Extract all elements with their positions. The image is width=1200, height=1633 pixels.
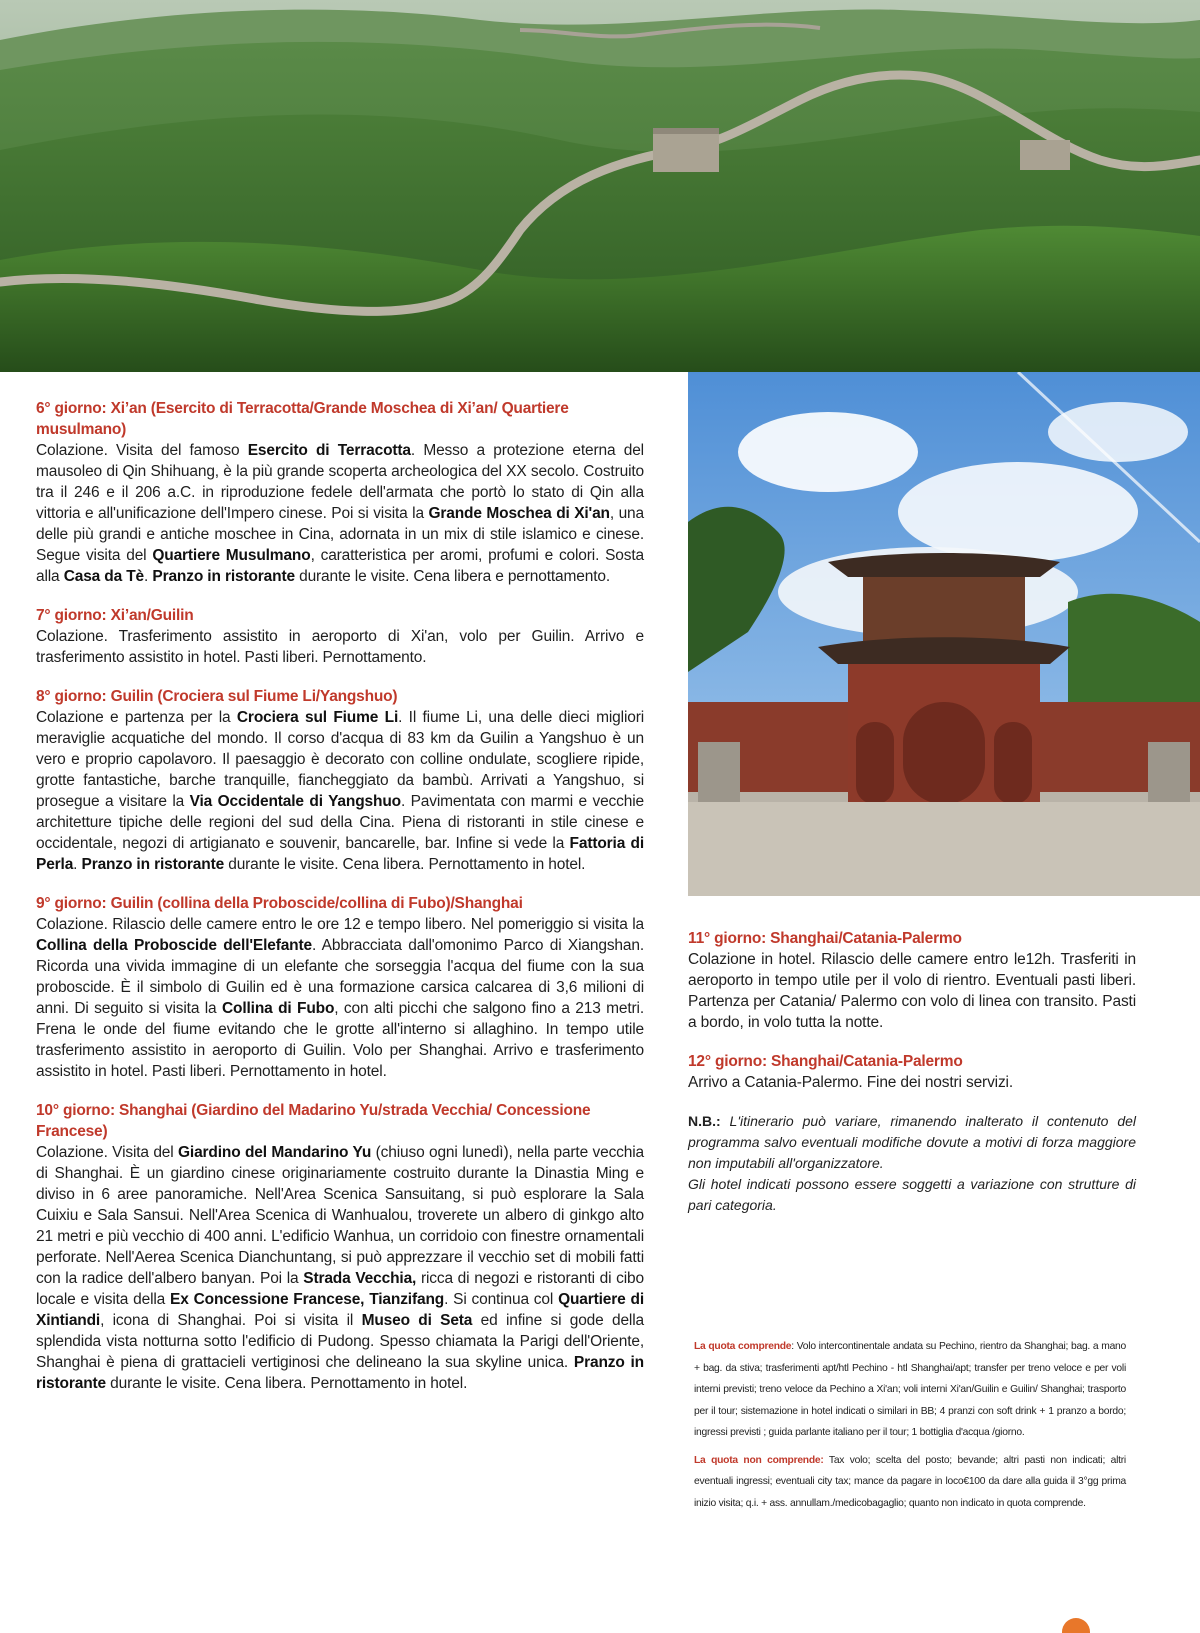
- nb-text-2: Gli hotel indicati possono essere soggetti a variazione con strutture di pari categoria.: [688, 1176, 1136, 1213]
- body-text: . Abbracciata dall'omonimo Parco di Xiangshan. Ricorda una vivida immagine di un elefante che sorseggia l'acqua del fiume con la sua proboscide. È il simbolo di Guilin ed è una formazione carsica calcarea di 3,6 milioni di anni. Di seguito si visita la: [36, 937, 644, 1017]
- watchtower: [653, 132, 719, 172]
- day-title: 9° giorno: Guilin (collina della Proboscide/collina di Fubo)/Shanghai: [36, 895, 523, 912]
- body-text: . Messo a protezione eterna del mausoleo di Qin Shihuang, è la più grande scoperta archeologica del XX secolo. Costruito tra il 246 e il 206 a.C. in riproduzione fedele dell'armata che portò lo stato di Qin alla vittoria e all'unificazione dell'Impero cinese. Poi si visita la: [36, 442, 644, 522]
- highlight-text: Grande Moschea di Xi'an: [428, 505, 610, 522]
- great-wall-illustration: [0, 0, 1200, 372]
- highlight-text: Fattoria di Perla: [36, 835, 644, 873]
- day-description: [688, 1072, 1136, 1093]
- body-text: Colazione. Visita del: [36, 1144, 179, 1161]
- quota-info: [694, 1336, 1126, 1520]
- day-description: [688, 949, 1136, 1033]
- itinerary-left-column: [36, 398, 644, 1412]
- highlight-text: Collina di Fubo: [221, 1000, 335, 1017]
- day-description: [36, 707, 644, 875]
- day-title: 12° giorno: Shanghai/Catania-Palermo: [688, 1053, 963, 1070]
- body-text: ricca di negozi e ristoranti di cibo locale e visita della: [36, 1270, 644, 1308]
- highlight-text: Pranzo in ristorante: [152, 568, 295, 585]
- body-text: Colazione. Rilascio delle camere entro le ore 12 e tempo libero. Nel pomeriggio si visita la: [36, 916, 644, 933]
- highlight-text: Quartiere di Xintiandi: [36, 1291, 644, 1329]
- day-title: 8° giorno: Guilin (Crociera sul Fiume Li/Yangshuo): [36, 688, 398, 705]
- quota-non-comprende-label: La quota non comprende:: [694, 1454, 824, 1466]
- body-text: ed infine si gode della splendida vista notturna sotto l'edificio di Pudong. Spesso chiamata la Parigi dell'Oriente, Shanghai è piena di grattacieli vertiginosi che delineano la sua skyline unica.: [36, 1312, 644, 1371]
- day-11: [688, 928, 1136, 1033]
- day-10: [36, 1100, 644, 1394]
- itinerary-right-column: [688, 928, 1136, 1216]
- quota-comprende-text: : Volo intercontinentale andata su Pechino, rientro da Shanghai; bag. a mano + bag. da stiva; trasferimenti apt/htl Pechino - htl Shanghai/apt; transfer per treno veloce e per voli interni previsti; treno veloce da Pechino a Xi'an; voli interni Xi'an/Guilin e Guilin/ Shanghai; trasporto per il tour; sistemazione in hotel indicati o similari in BB; 4 pranzi con soft drink + 1 pranzo a bordo; ingressi previsti ; guida parlante italiano per il tour; 1 bottiglia d'acqua /giorno.: [694, 1341, 1126, 1438]
- nb-label: N.B.:: [688, 1113, 721, 1129]
- day-title: 10° giorno: Shanghai (Giardino del Madarino Yu/strada Vecchia/ Concessione Francese): [36, 1102, 591, 1140]
- highlight-text: Via Occidentale di Yangshuo: [189, 793, 401, 810]
- day-7: [36, 605, 644, 668]
- day-description: [36, 1142, 644, 1394]
- day-title: 6° giorno: Xi’an (Esercito di Terracotta/Grande Moschea di Xi’an/ Quartiere musulmano): [36, 400, 569, 438]
- quota-comprende: [694, 1336, 1126, 1444]
- nb-note: [688, 1111, 1136, 1216]
- day-9: [36, 893, 644, 1082]
- quota-non-comprende: [694, 1450, 1126, 1515]
- body-text: , con alti picchi che salgono fino a 213 metri. Frena le onde del fiume evitando che le grotte all'interno si allaghino. In tempo utile trasferimento assistito in aeroporto di Guilin. Volo per Shanghai. Arrivo e trasferimento assistito in hotel. Pasti liberi. Pernottamento in hotel.: [36, 1000, 644, 1080]
- highlight-text: Esercito di Terracotta: [247, 442, 411, 459]
- highlight-text: Giardino del Mandarino Yu: [178, 1144, 372, 1161]
- body-text: Colazione. Trasferimento assistito in aeroporto di Xi'an, volo per Guilin. Arrivo e trasferimento assistito in hotel. Pasti liberi. Pernottamento.: [36, 628, 644, 666]
- body-text: , caratteristica per aromi, profumi e colori. Sosta alla: [36, 547, 644, 585]
- highlight-text: Museo di Seta: [361, 1312, 473, 1329]
- highlight-text: Pranzo in ristorante: [81, 856, 225, 873]
- nb-text-1: L'itinerario può variare, rimanendo inalterato il contenuto del programma salvo eventuali modifiche dovute a motivi di forza maggiore non imputabili all'organizzatore.: [688, 1113, 1136, 1171]
- body-text: .: [73, 856, 82, 873]
- temple-gate-photo: [688, 372, 1200, 896]
- day-description: [36, 440, 644, 587]
- body-text: durante le visite. Cena libera. Pernottamento in hotel.: [106, 1375, 468, 1392]
- day-title: 11° giorno: Shanghai/Catania-Palermo: [688, 930, 962, 947]
- body-text: . Il fiume Li, una delle dieci migliori meraviglie acquatiche del mondo. Il corso d'acqua di 83 km da Guilin a Yangshuo è un vero e proprio capolavoro. Il paesaggio è decorato con colline ondulate, scogliere ripide, grotte fantastiche, barche tranquille, fiancheggiato da bambù. Arrivati a Yangshuo, si prosegue a visitare la: [36, 709, 645, 810]
- body-text: Arrivo a Catania-Palermo. Fine dei nostri servizi.: [688, 1074, 1014, 1091]
- body-text: , una delle più grandi e antiche moschee in Cina, adornata in un mix di stile islamico e cinese. Segue visita del: [36, 505, 644, 564]
- quota-comprende-label: La quota comprende: [694, 1341, 792, 1352]
- day-12: [688, 1051, 1136, 1093]
- day-title: 7° giorno: Xi’an/Guilin: [36, 607, 194, 624]
- body-text: Colazione e partenza per la: [36, 709, 237, 726]
- body-text: durante le visite. Cena libera. Pernottamento in hotel.: [224, 856, 586, 873]
- day-description: [36, 914, 644, 1082]
- highlight-text: Quartiere Musulmano: [152, 547, 311, 564]
- body-text: Colazione. Visita del famoso: [36, 442, 248, 459]
- highlight-text: Strada Vecchia,: [303, 1270, 417, 1287]
- decorative-orange-shape: [1062, 1618, 1090, 1633]
- highlight-text: Ex Concessione Francese, Tianzifang: [170, 1291, 445, 1308]
- highlight-text: Crociera sul Fiume Li: [236, 709, 399, 726]
- body-text: , icona di Shanghai. Poi si visita il: [100, 1312, 362, 1329]
- day-6: [36, 398, 644, 587]
- body-text: (chiuso ogni lunedì), nella parte vecchia di Shanghai. È un giardino cinese originariamente costruito durante la Dinastia Ming e diviso in 6 aree panoramiche. Nell'Area Scenica Sansuitang, si può esplorare la Sala Cuixiu e Sala Sansui. Nell'Area Scenica di Wanhualou, troverete un albero di ginkgo alto 21 metri e più vecchio di 400 anni. L'edificio Wanhua, un corridoio con finestre ornamentali perforate. Nell'Aerea Scenica Dianchuntang, si può apprezzare il vecchio set di mobili fatti con la radice dell'albero banyan. Poi la: [36, 1144, 645, 1287]
- highlight-text: Collina della Proboscide dell'Elefante: [36, 937, 312, 954]
- body-text: . Si continua col: [444, 1291, 559, 1308]
- body-text: durante le visite. Cena libera e pernottamento.: [294, 568, 610, 585]
- hero-great-wall-photo: [0, 0, 1200, 372]
- body-text: Colazione in hotel. Rilascio delle camere entro le12h. Trasferiti in aeroporto in tempo utile per il volo di rientro. Eventuali pasti liberi. Partenza per Catania/ Palermo con volo di linea con transito. Pasti a bordo, in volo tutta la notte.: [688, 951, 1136, 1031]
- highlight-text: Pranzo in ristorante: [36, 1354, 644, 1392]
- temple-gate-illustration: [688, 372, 1200, 896]
- highlight-text: Casa da Tè: [63, 568, 145, 585]
- quota-non-comprende-text: Tax volo; scelta del posto; bevande; altri pasti non indicati; altri eventuali ingressi; eventuali city tax; mance da pagare in loco€100 da dare alla guida il 3°gg prima inizio visita; q.i. + ass. annullam./medicobagaglio; quanto non indicato in quota comprende.: [694, 1454, 1126, 1509]
- body-text: .: [144, 568, 153, 585]
- day-8: [36, 686, 644, 875]
- body-text: . Pavimentata con marmi e vecchie architetture tipiche delle regioni del sud della Cina. Piena di ristoranti in stile cinese e occidentale, negozi di artigianato e souvenir, bancarelle, bar. Infine si vede la: [36, 793, 644, 852]
- day-description: [36, 626, 644, 668]
